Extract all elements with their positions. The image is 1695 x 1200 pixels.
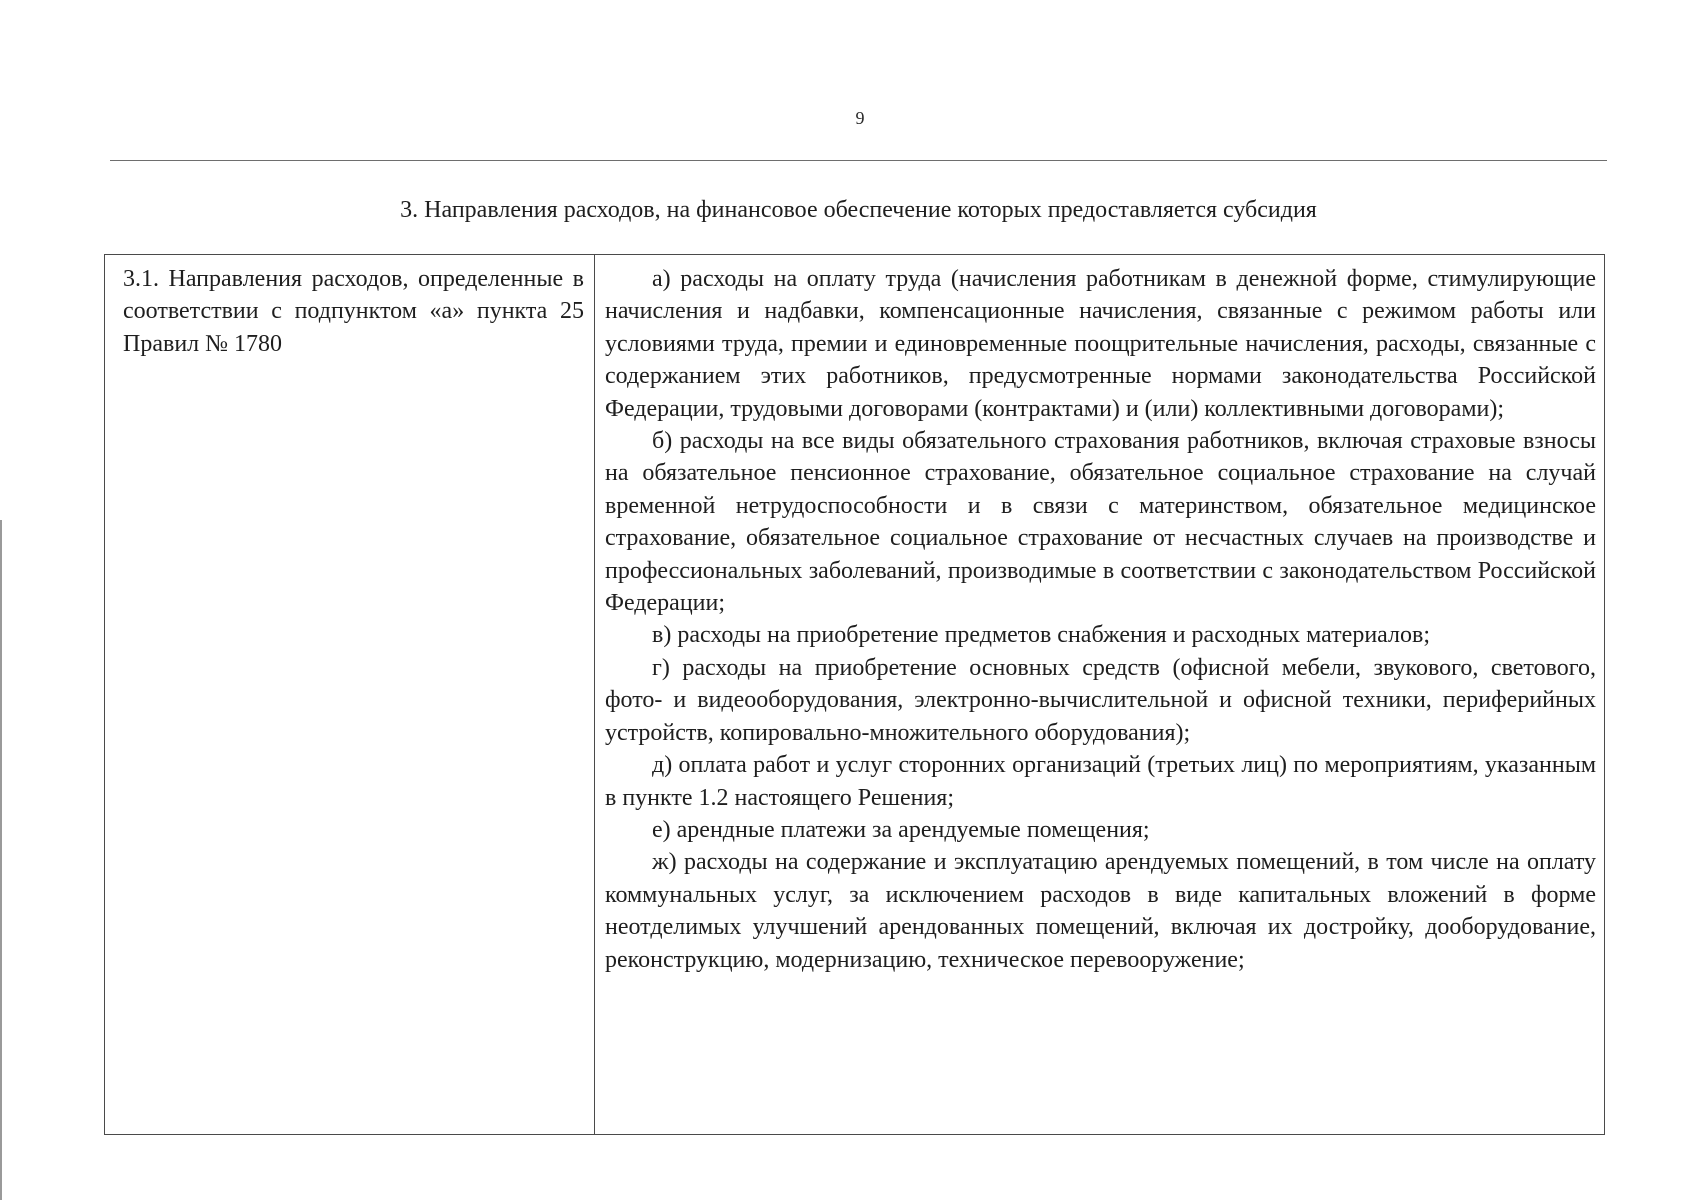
page-number: 9 <box>855 108 865 128</box>
table-left-cell <box>105 255 595 1134</box>
expense-item-zh: ж) расходы на содержание и эксплуатацию арендуемых помещений, в том числе на оплату коммунальных услуг, за исключением расходов в виде капитальных вложений в форме неотделимых улучшений арендованных помещений, включая их достройку, дооборудование, реконструкцию, модернизацию, техническое перевооружение; <box>605 849 1596 973</box>
expense-item-b: б) расходы на все виды обязательного страхования работников, включая страховые взносы на обязательное пенсионное страхование, обязательное социальное страхование на случай временной нетрудоспособности и в связи с материнством, обязательное медицинское страхование, обязательное социальное страхование от несчастных случаев на производстве и профессиональных заболеваний, производимые в соответствии с законодательством Российской Федерации; <box>605 428 1596 617</box>
expense-item-a: а) расходы на оплату труда (начисления работникам в денежной форме, стимулирующие начисления и надбавки, компенсационные начисления, связанные с режимом работы или условиями труда, премии и единовременные поощрительные начисления, расходы, связанные с содержанием этих работников, предусмотренные нормами законодательства Российской Федерации, трудовыми договорами (контрактами) и (или) коллективными договорами); <box>605 266 1596 422</box>
expense-item-e: е) арендные платежи за арендуемые помещения; <box>652 816 1150 843</box>
expense-item-g: г) расходы на приобретение основных средств (офисной мебели, звукового, светового, фото- и видеооборудования, электронно-вычислительной и офисной техники, периферийных устройств, копировально-множительного оборудования); <box>605 654 1596 746</box>
table-right-cell <box>595 255 1604 1134</box>
scan-edge-mark <box>0 520 2 1200</box>
header-divider <box>110 160 1607 161</box>
expense-category-label: 3.1. Направления расходов, определенные в соответствии с подпунктом «а» пункта 25 Правил № 1780 <box>123 266 584 357</box>
expense-item-d: д) оплата работ и услуг сторонних организаций (третьих лиц) по мероприятиям, указанным в пункте 1.2 настоящего Решения; <box>605 752 1596 811</box>
expense-directions-table <box>104 254 1605 1135</box>
section-title: 3. Направления расходов, на финансовое обеспечение которых предоставляется субсидия <box>400 197 1317 223</box>
expense-item-v: в) расходы на приобретение предметов снабжения и расходных материалов; <box>652 622 1430 649</box>
